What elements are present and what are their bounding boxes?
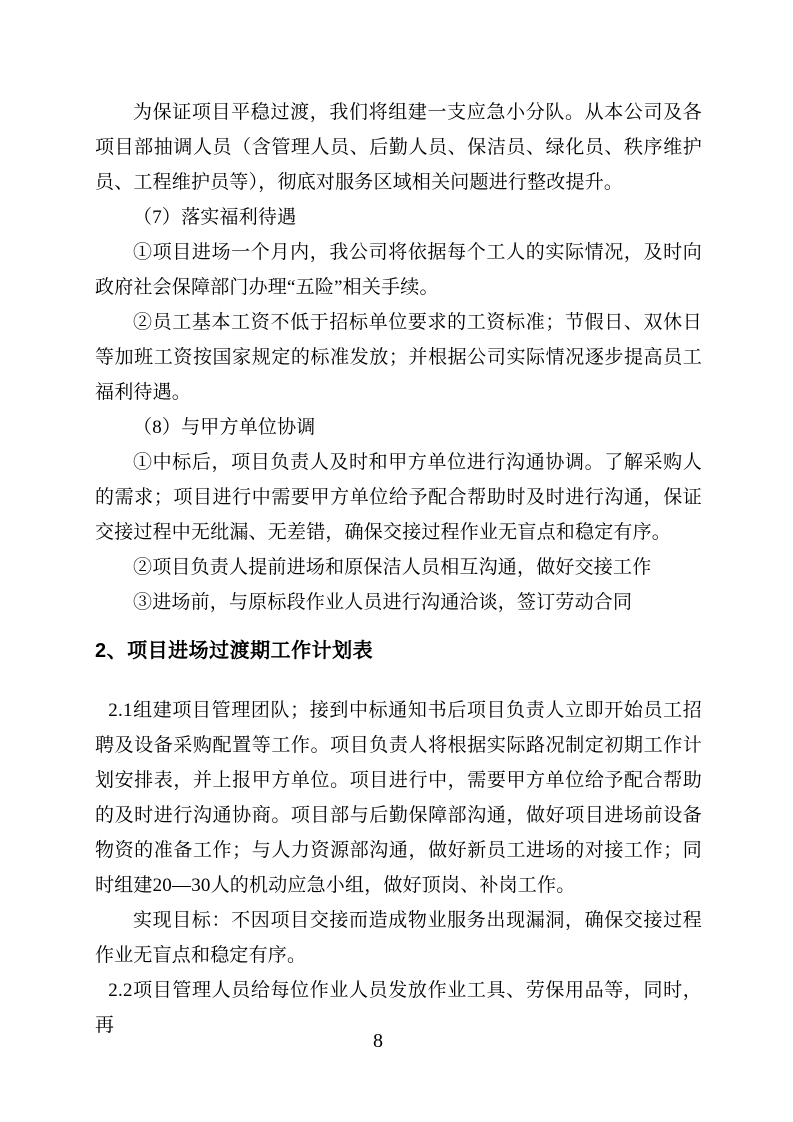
paragraph: ②项目负责人提前进场和原保洁人员相互沟通，做好交接工作 bbox=[133, 557, 652, 578]
page-number: 8 bbox=[373, 1030, 383, 1052]
paragraph: ①项目进场一个月内，我公司将依据每个工人的实际情况，及时向政府社会保障部门办理“五险”相关手续。 bbox=[95, 242, 702, 298]
paragraph: ①中标后，项目负责人及时和甲方单位进行沟通协调。了解采购人的需求；项目进行中需要甲方单位给予配合帮助时及时进行沟通，保证交接过程中无纰漏、无差错，确保交接过程作业无盲点和稳定有序。 bbox=[95, 452, 702, 543]
paragraph: ③进场前，与原标段作业人员进行沟通洽谈，签订劳动合同 bbox=[133, 592, 633, 613]
paragraph: ②员工基本工资不低于招标单位要求的工资标准；节假日、双休日等加班工资按国家规定的标准发放；并根据公司实际情况逐步提高员工福利待遇。 bbox=[95, 312, 702, 403]
paragraph: 实现目标：不因项目交接而造成物业服务出现漏洞，确保交接过程作业无盲点和稳定有序。 bbox=[95, 910, 702, 966]
paragraph: （8）与甲方单位协调 bbox=[133, 417, 316, 438]
paragraph: （7）落实福利待遇 bbox=[133, 207, 297, 228]
section-heading: 2、项目进场过渡期工作计划表 bbox=[95, 640, 374, 662]
paragraph: 2.1组建项目管理团队；接到中标通知书后项目负责人立即开始员工招聘及设备采购配置等工作。项目负责人将根据实际路况制定初期工作计划安排表，并上报甲方单位。项目进行中，需要甲方单位给予配合帮助的及时进行沟通协商。项目部与后勤保障部沟通，做好项目进场前设备物资的准备工作；与人力资源部沟通，做好新员工进场的对接工作；同时组建20—30人的机动应急小组，做好顶岗、补岗工作。 bbox=[95, 700, 702, 896]
paragraph: 2.2项目管理人员给每位作业人员发放作业工具、劳保用品等，同时，再 bbox=[95, 980, 702, 1036]
paragraph: 为保证项目平稳过渡，我们将组建一支应急小分队。从本公司及各项目部抽调人员（含管理人员、后勤人员、保洁员、绿化员、秩序维护员、工程维护员等），彻底对服务区域相关问题进行整改提升。 bbox=[95, 102, 702, 193]
document-body bbox=[95, 95, 702, 1043]
